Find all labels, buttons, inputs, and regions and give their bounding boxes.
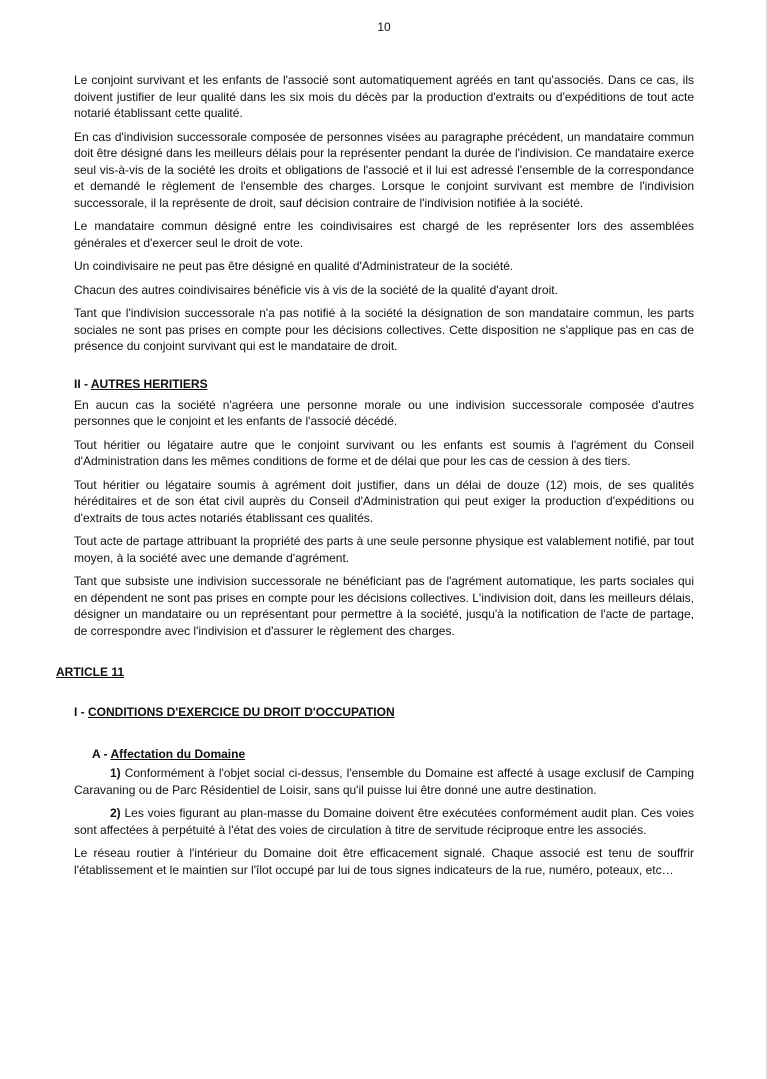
paragraph: En aucun cas la société n'agréera une personne morale ou une indivision successorale composée d'autres personnes que le conjoint et les enfants de l'associé décédé.	[74, 397, 694, 428]
section-prefix: I -	[74, 705, 88, 719]
section-heading-autres-heritiers	[74, 377, 694, 391]
item-text: Conformément à l'objet social ci-dessus, l'ensemble du Domaine est affecté à usage exclusif de Camping Caravaning ou de Parc Résidentiel de Loisir, sans qu'il puisse lui être donné une autre destination.	[74, 766, 694, 797]
paragraph: En cas d'indivision successorale composée de personnes visées au paragraphe précédent, un mandataire commun doit être désigné dans les meilleurs délais pour la représenter pendant la durée de l'indivision. Ce mandataire exerce seul vis-à-vis de la société les droits et obligations de l'associé et il lui est adressé l'ensemble de la correspondance et demandé le règlement de l'ensemble des charges. Lorsque le conjoint survivant est membre de l'indivision successorale, il la représente de droit, sauf décision contraire de l'indivision notifiée à la société.	[74, 129, 694, 210]
subsection-title: Affectation du Domaine	[110, 747, 246, 761]
paragraph: Un coindivisaire ne peut pas être désigné en qualité d'Administrateur de la société.	[74, 259, 514, 273]
section-title: CONDITIONS D'EXERCICE DU DROIT D'OCCUPATION	[88, 705, 395, 719]
subsection-prefix: A -	[92, 747, 111, 761]
paragraph: Le mandataire commun désigné entre les coindivisaires est chargé de les représenter lors des assemblées générales et d'exercer seul le droit de vote.	[74, 219, 694, 250]
item-number: 1)	[110, 766, 121, 780]
paragraph: Tout héritier ou légataire soumis à agrément doit justifier, dans un délai de douze (12) mois, de ses qualités héréditaires et de son état civil auprès du Conseil d'Administration qui peut exiger la production d'expéditions ou d'extraits de tous actes notariés établissant ces qualités.	[74, 477, 694, 525]
subsection-heading-affectation	[92, 747, 694, 761]
paragraph: Tant que subsiste une indivision successorale ne bénéficiant pas de l'agrément automatique, les parts sociales qui en dépendent ne sont pas prises en compte pour les décisions collectives. L'indivision doit, dans les meilleurs délais, désigner un mandataire ou un représentant pour permettre à la société, jusqu'à la notification de l'acte de partage, de correspondre avec l'indivision et d'assurer le règlement des charges.	[74, 574, 694, 638]
paragraph: Le réseau routier à l'intérieur du Domaine doit être efficacement signalé. Chaque associé est tenu de souffrir l'établissement et le maintien sur l'îlot occupé par lui de tous signes indicateurs de la rue, numéro, poteaux, etc…	[74, 846, 694, 877]
item-number: 2)	[110, 806, 121, 820]
section-prefix: II -	[74, 376, 91, 391]
item-text: Les voies figurant au plan-masse du Domaine doivent être exécutées conformément audit plan. Ces voies sont affectées à perpétuité à l'état des voies de circulation à titre de servitude réciproque entre les associés.	[74, 806, 694, 837]
section-heading-conditions	[74, 705, 694, 719]
page-number: 10	[377, 20, 391, 34]
paragraph: Tout héritier ou légataire autre que le conjoint survivant ou les enfants est soumis à l'agrément du Conseil d'Administration dans les mêmes conditions de forme et de délai que pour les cas de cession à des tiers.	[74, 437, 694, 468]
numbered-paragraph	[74, 765, 694, 798]
paragraph: Chacun des autres coindivisaires bénéficie vis à vis de la société de la qualité d'ayant droit.	[74, 282, 558, 297]
paragraph: Le conjoint survivant et les enfants de l'associé sont automatiquement agréés en tant qu'associés. Dans ce cas, ils doivent justifier de leur qualité dans les six mois du décès par la production d'extraits ou d'expéditions de tout acte notarié établissant cette qualité.	[74, 73, 694, 120]
paragraph: Tant que l'indivision successorale n'a pas notifié à la société la désignation de son mandataire commun, les parts sociales ne sont pas prises en compte pour les décisions collectives. Cette disposition ne s'applique pas en cas de présence du conjoint survivant qui est le mandataire de droit.	[74, 306, 694, 353]
article-heading: ARTICLE 11	[56, 665, 125, 679]
numbered-paragraph	[74, 805, 694, 838]
section-title: AUTRES HERITIERS	[90, 376, 208, 391]
paragraph: Tout acte de partage attribuant la propriété des parts à une seule personne physique est valablement notifié, par tout moyen, à la société avec une demande d'agrément.	[74, 534, 694, 565]
